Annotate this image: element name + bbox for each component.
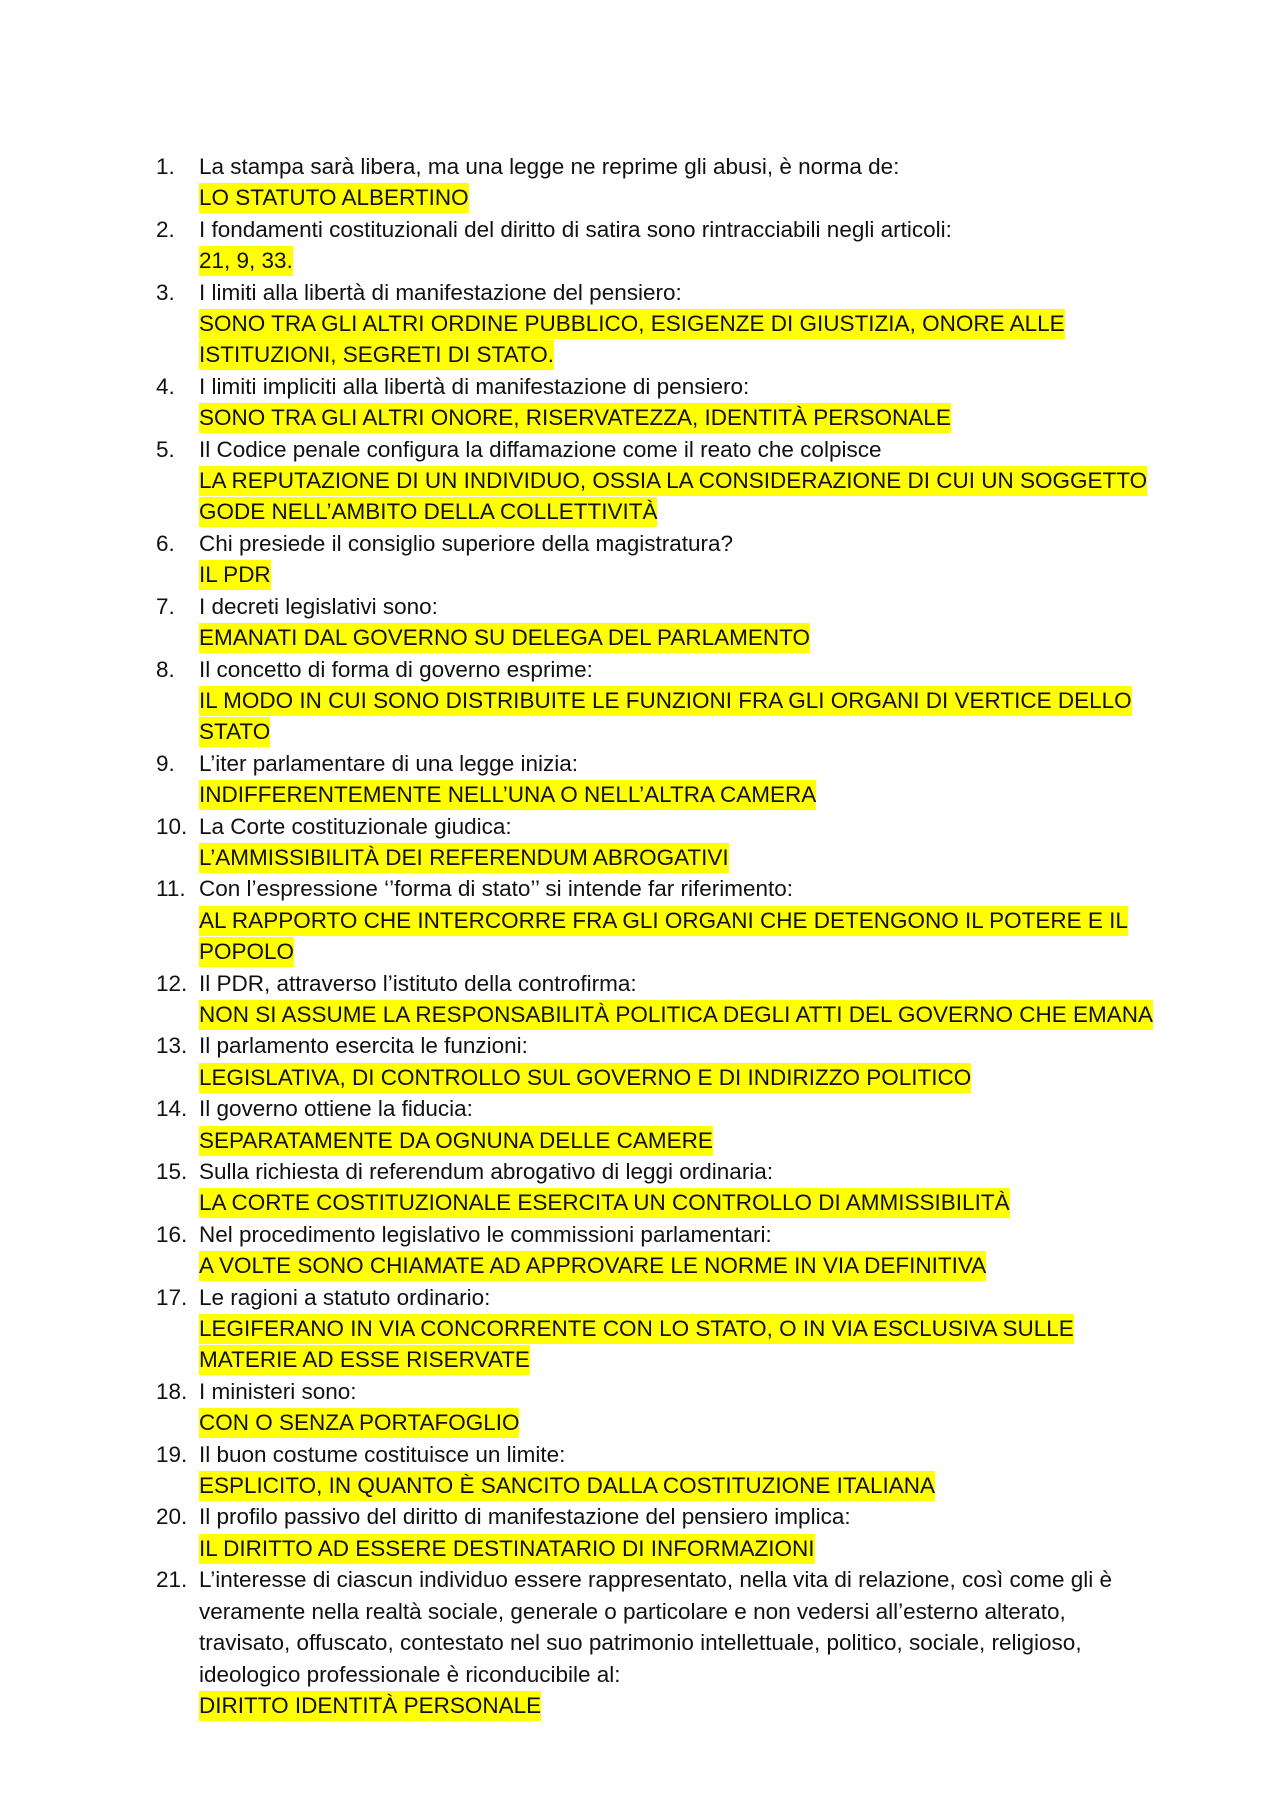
question-text: Nel procedimento legislativo le commissioni parlamentari: (199, 1221, 772, 1247)
list-item (156, 1093, 1156, 1156)
item-number: 1. (156, 154, 175, 179)
list-item (156, 214, 1156, 277)
highlighted-answer: CON O SENZA PORTAFOGLIO (199, 1408, 519, 1438)
item-number: 20. (156, 1504, 188, 1530)
list-item (156, 371, 1156, 434)
highlighted-answer: INDIFFERENTEMENTE NELL’UNA O NELL’ALTRA CAMERA (199, 780, 816, 810)
item-number: 6. (156, 530, 175, 556)
list-item (156, 1501, 1156, 1564)
highlighted-answer: IL MODO IN CUI SONO DISTRIBUITE LE FUNZIONI FRA GLI ORGANI DI VERTICE DELLO STATO (199, 686, 1132, 747)
item-number: 7. (156, 593, 175, 619)
item-number: 16. (156, 1221, 188, 1247)
list-item (156, 968, 1156, 1031)
question-text: Il parlamento esercita le funzioni: (199, 1033, 528, 1059)
item-number: 19. (156, 1441, 188, 1467)
list-item (156, 151, 1156, 214)
highlighted-answer: SEPARATAMENTE DA OGNUNA DELLE CAMERE (199, 1126, 713, 1156)
item-number: 13. (156, 1033, 188, 1059)
list-item (156, 528, 1156, 591)
item-number: 2. (156, 216, 175, 242)
question-text: L’iter parlamentare di una legge inizia: (199, 750, 578, 776)
list-item (156, 748, 1156, 811)
highlighted-answer: LA REPUTAZIONE DI UN INDIVIDUO, OSSIA LA CONSIDERAZIONE DI CUI UN SOGGETTO GODE NELL’AMBITO DELLA COLLETTIVITÀ (199, 466, 1147, 527)
item-number: 8. (156, 656, 175, 682)
question-text: Il governo ottiene la fiducia: (199, 1096, 473, 1122)
item-number: 3. (156, 279, 175, 305)
question-text: Le ragioni a statuto ordinario: (199, 1284, 491, 1310)
item-number: 5. (156, 436, 175, 462)
question-text: L’interesse di ciascun individuo essere rappresentato, nella vita di relazione, così come gli è veramente nella realtà sociale, generale o particolare e non vedersi all’esterno alterato, travisato, offuscato, contestato nel suo patrimonio intellettuale, politico, sociale, religioso, ideologico professionale è riconducibile al: (199, 1567, 1113, 1687)
highlighted-answer: IL DIRITTO AD ESSERE DESTINATARIO DI INFORMAZIONI (199, 1534, 815, 1564)
question-answer-list (156, 151, 1156, 1721)
question-text: Sulla richiesta di referendum abrogativo di leggi ordinaria: (199, 1159, 774, 1184)
item-number: 9. (156, 750, 175, 776)
highlighted-answer: DIRITTO IDENTITÀ PERSONALE (199, 1691, 541, 1721)
highlighted-answer: SONO TRA GLI ALTRI ONORE, RISERVATEZZA, IDENTITÀ PERSONALE (199, 403, 951, 433)
item-number: 11. (156, 876, 186, 902)
highlighted-answer: IL PDR (199, 560, 271, 590)
list-item (156, 1282, 1156, 1376)
highlighted-answer: A VOLTE SONO CHIAMATE AD APPROVARE LE NORME IN VIA DEFINITIVA (199, 1251, 986, 1281)
question-text: La stampa sarà libera, ma una legge ne reprime gli abusi, è norma de: (199, 154, 900, 179)
question-text: I limiti impliciti alla libertà di manifestazione di pensiero: (199, 373, 750, 399)
highlighted-answer: SONO TRA GLI ALTRI ORDINE PUBBLICO, ESIGENZE DI GIUSTIZIA, ONORE ALLE ISTITUZIONI, SEGRETI DI STATO. (199, 309, 1065, 370)
list-item (156, 811, 1156, 874)
question-text: Il Codice penale configura la diffamazione come il reato che colpisce (199, 436, 882, 462)
question-text: Chi presiede il consiglio superiore della magistratura? (199, 530, 734, 556)
list-item (156, 277, 1156, 371)
item-number: 12. (156, 970, 188, 996)
list-item (156, 1439, 1156, 1502)
list-item (156, 873, 1156, 967)
item-number: 4. (156, 373, 175, 399)
highlighted-answer: L’AMMISSIBILITÀ DEI REFERENDUM ABROGATIVI (199, 843, 729, 873)
list-item (156, 1564, 1156, 1721)
question-text: I decreti legislativi sono: (199, 593, 438, 619)
item-number: 17. (156, 1284, 188, 1310)
highlighted-answer: ESPLICITO, IN QUANTO È SANCITO DALLA COSTITUZIONE ITALIANA (199, 1471, 935, 1501)
highlighted-answer: LEGIFERANO IN VIA CONCORRENTE CON LO STATO, O IN VIA ESCLUSIVA SULLE MATERIE AD ESSE RISERVATE (199, 1314, 1074, 1375)
question-text: Il concetto di forma di governo esprime: (199, 656, 593, 682)
question-text: La Corte costituzionale giudica: (199, 813, 512, 839)
question-text: I limiti alla libertà di manifestazione del pensiero: (199, 279, 682, 305)
list-item (156, 1219, 1156, 1282)
question-text: Il PDR, attraverso l’istituto della controfirma: (199, 970, 637, 996)
item-number: 18. (156, 1378, 188, 1404)
highlighted-answer: EMANATI DAL GOVERNO SU DELEGA DEL PARLAMENTO (199, 623, 810, 653)
list-item (156, 654, 1156, 748)
list-item (156, 591, 1156, 654)
highlighted-answer: NON SI ASSUME LA RESPONSABILITÀ POLITICA DEGLI ATTI DEL GOVERNO CHE EMANA (199, 1000, 1153, 1030)
highlighted-answer: 21, 9, 33. (199, 246, 293, 276)
question-text: Il profilo passivo del diritto di manifestazione del pensiero implica: (199, 1504, 851, 1530)
highlighted-answer: AL RAPPORTO CHE INTERCORRE FRA GLI ORGANI CHE DETENGONO IL POTERE E IL POPOLO (199, 906, 1128, 967)
item-number: 10. (156, 813, 188, 839)
highlighted-answer: LA CORTE COSTITUZIONALE ESERCITA UN CONTROLLO DI AMMISSIBILITÀ (199, 1188, 1010, 1218)
question-text: Il buon costume costituisce un limite: (199, 1441, 566, 1467)
list-item (156, 434, 1156, 528)
list-item (156, 1030, 1156, 1093)
highlighted-answer: LEGISLATIVA, DI CONTROLLO SUL GOVERNO E DI INDIRIZZO POLITICO (199, 1063, 971, 1093)
list-item (156, 1156, 1156, 1219)
list-item (156, 1376, 1156, 1439)
item-number: 21. (156, 1567, 188, 1593)
highlighted-answer: LO STATUTO ALBERTINO (199, 183, 469, 213)
question-text: I fondamenti costituzionali del diritto di satira sono rintracciabili negli articoli: (199, 216, 952, 242)
question-text: Con l’espressione ‘’forma di stato’’ si intende far riferimento: (199, 876, 794, 902)
item-number: 15. (156, 1159, 188, 1184)
item-number: 14. (156, 1096, 188, 1122)
question-text: I ministeri sono: (199, 1378, 357, 1404)
